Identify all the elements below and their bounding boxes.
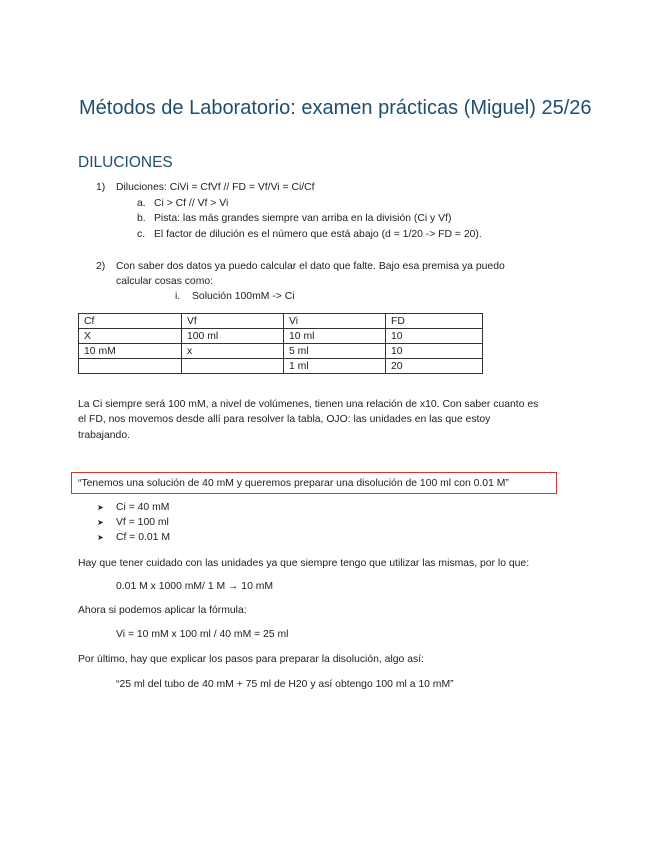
table-cell: x [182,344,284,359]
table-cell: 1 ml [284,359,386,374]
table-cell: 100 ml [182,329,284,344]
sublist-marker: c. [137,229,146,240]
table-cell: 10 mM [79,344,182,359]
arrowhead-bullet-icon: ➤ [97,533,104,542]
table-header-cell: FD [386,314,483,329]
bullet-text: Ci = 40 mM [116,502,170,513]
sublist-marker: b. [137,213,146,224]
table-row [79,359,483,374]
section-heading: DILUCIONES [78,154,173,171]
list-number: 1) [96,182,106,193]
table-cell: X [79,329,182,344]
final-answer-quote: “25 ml del tubo de 40 mM + 75 ml de H20 y así obtengo 100 ml a 10 mM” [116,679,454,690]
list-item-text: Con saber dos datos ya puedo calcular el dato que falte. Bajo esa premisa ya puedo [116,261,505,272]
page-title: Métodos de Laboratorio: examen prácticas (Miguel) 25/26 [79,97,592,119]
table-header-cell: Vf [182,314,284,329]
table-header-cell: Cf [79,314,182,329]
sublist-text: Ci > Cf // Vf > Vi [154,198,229,209]
table-cell [79,359,182,374]
table-cell: 10 [386,329,483,344]
table-header-cell: Vi [284,314,386,329]
formula: Vi = 10 mM x 100 ml / 40 mM = 25 ml [116,629,289,640]
sublist-text: Pista: las más grandes siempre van arriba en la división (Ci y Vf) [154,213,452,224]
table-header-row [79,314,483,329]
paragraph-line: trabajando. [78,430,130,441]
unit-conversion: 0.01 M x 1000 mM/ 1 M → 10 mM [116,581,274,592]
bullet-text: Cf = 0.01 M [116,532,170,543]
dilution-table [78,313,483,374]
formula-intro: Ahora si podemos aplicar la fórmula: [78,605,247,616]
problem-statement: “Tenemos una solución de 40 mM y queremos preparar una disolución de 100 ml con 0.01 M” [78,478,509,489]
bullet-text: Vf = 100 ml [116,517,169,528]
arrowhead-bullet-icon: ➤ [97,503,104,512]
table-cell: 20 [386,359,483,374]
sublist-text: Solución 100mM -> Ci [192,291,295,302]
table-row [79,329,483,344]
table-cell: 10 [386,344,483,359]
table-cell: 5 ml [284,344,386,359]
paragraph-line: La Ci siempre será 100 mM, a nivel de volúmenes, tienen una relación de x10. Con saber cuanto es [78,399,539,410]
list-item-text: Diluciones: CiVi = CfVf // FD = Vf/Vi = Ci/Cf [116,182,315,193]
arrowhead-bullet-icon: ➤ [97,518,104,527]
list-item-text: calcular cosas como: [116,276,214,287]
sublist-marker: a. [137,198,146,209]
final-intro: Por último, hay que explicar los pasos para preparar la disolución, algo así: [78,654,424,665]
sublist-marker: i. [175,291,181,302]
sublist-text: El factor de dilución es el número que está abajo (d = 1/20 -> FD = 20). [154,229,482,240]
table-row [79,344,483,359]
paragraph-line: el FD, nos movemos desde allí para resolver la tabla, OJO: las unidades en las que estoy [78,414,491,425]
units-note: Hay que tener cuidado con las unidades ya que siempre tengo que utilizar las mismas, por lo que: [78,558,530,569]
table-cell [182,359,284,374]
list-number: 2) [96,261,106,272]
table-cell: 10 ml [284,329,386,344]
